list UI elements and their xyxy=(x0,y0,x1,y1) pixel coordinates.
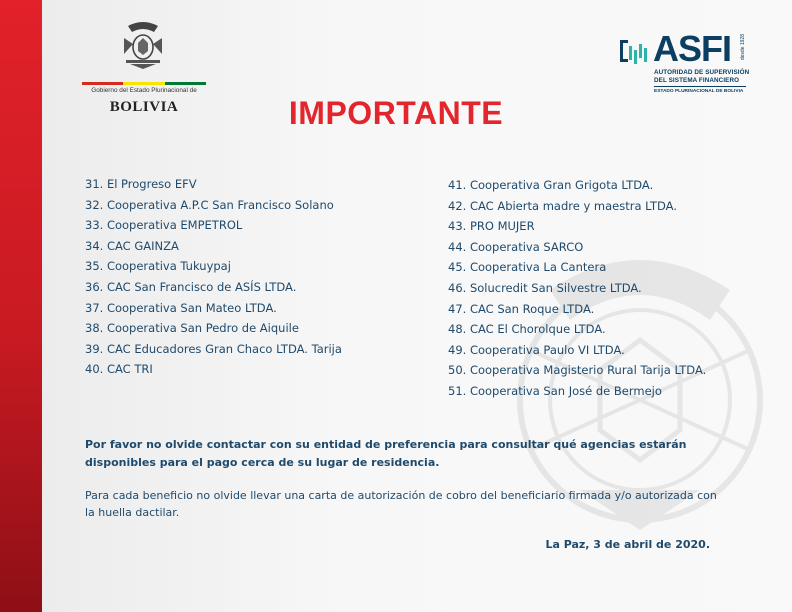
asfi-divider xyxy=(654,86,746,87)
dateline: La Paz, 3 de abril de 2020. xyxy=(545,538,710,551)
asfi-logo xyxy=(620,30,750,100)
asfi-subtitle-line3: ESTADO PLURINACIONAL DE BOLIVIA xyxy=(654,89,744,94)
asfi-since: desde 1928 xyxy=(740,34,746,61)
list-item: 33. Cooperativa EMPETROL xyxy=(85,218,243,233)
list-item: 48. CAC El Chorolque LTDA. xyxy=(448,322,606,337)
list-item: 51. Cooperativa San José de Bermejo xyxy=(448,383,662,398)
bolivia-flag-stripe xyxy=(82,82,206,85)
list-item: 34. CAC GAINZA xyxy=(85,238,179,253)
government-caption: Gobierno del Estado Plurinacional de xyxy=(91,87,197,94)
notice-authorization-letter: Para cada beneficio no olvide llevar una carta de autorización de cobro del beneficiario firmada y/o autorizada con la huella dactilar. xyxy=(85,489,717,519)
list-item: 37. Cooperativa San Mateo LTDA. xyxy=(85,300,277,315)
asfi-bars-icon xyxy=(620,38,650,66)
entity-list-right xyxy=(448,175,706,402)
asfi-subtitle-line2: DEL SISTEMA FINANCIERO xyxy=(654,77,740,84)
list-item: 50. Cooperativa Magisterio Rural Tarija LTDA. xyxy=(448,363,707,378)
left-red-band xyxy=(0,0,42,612)
list-item: 44. Cooperativa SARCO xyxy=(448,239,584,254)
asfi-wordmark: ASFI xyxy=(653,28,732,69)
list-item: 40. CAC TRI xyxy=(85,362,153,377)
list-item: 47. CAC San Roque LTDA. xyxy=(448,301,595,316)
list-item: 35. Cooperativa Tukuypaj xyxy=(85,259,231,274)
bolivia-government-logo xyxy=(82,20,206,115)
asfi-subtitle-line1: AUTORIDAD DE SUPERVISIÓN xyxy=(654,69,750,76)
list-item: 31. El Progreso EFV xyxy=(85,177,197,191)
list-item: 42. CAC Abierta madre y maestra LTDA. xyxy=(448,198,677,213)
country-name: BOLIVIA xyxy=(109,99,179,115)
list-item: 45. Cooperativa La Cantera xyxy=(448,260,607,275)
list-item: 32. Cooperativa A.P.C San Francisco Solano xyxy=(85,197,334,212)
bolivia-coat-of-arms-icon xyxy=(120,20,166,70)
list-item: 49. Cooperativa Paulo VI LTDA. xyxy=(448,342,625,357)
entity-list-left xyxy=(85,174,342,380)
list-item: 39. CAC Educadores Gran Chaco LTDA. Tarija xyxy=(85,341,342,356)
list-item: 36. CAC San Francisco de ASÍS LTDA. xyxy=(85,279,297,294)
notice-contact-entity: Por favor no olvide contactar con su entidad de preferencia para consultar qué agencias estarán disponibles para el pago cerca de su lugar de residencia. xyxy=(85,438,687,469)
list-item: 46. Solucredit San Silvestre LTDA. xyxy=(448,280,642,295)
list-item: 38. Cooperativa San Pedro de Aiquile xyxy=(85,321,299,336)
list-item: 43. PRO MUJER xyxy=(448,219,535,234)
page-title: IMPORTANTE xyxy=(288,95,504,131)
list-item: 41. Cooperativa Gran Grigota LTDA. xyxy=(448,178,654,192)
